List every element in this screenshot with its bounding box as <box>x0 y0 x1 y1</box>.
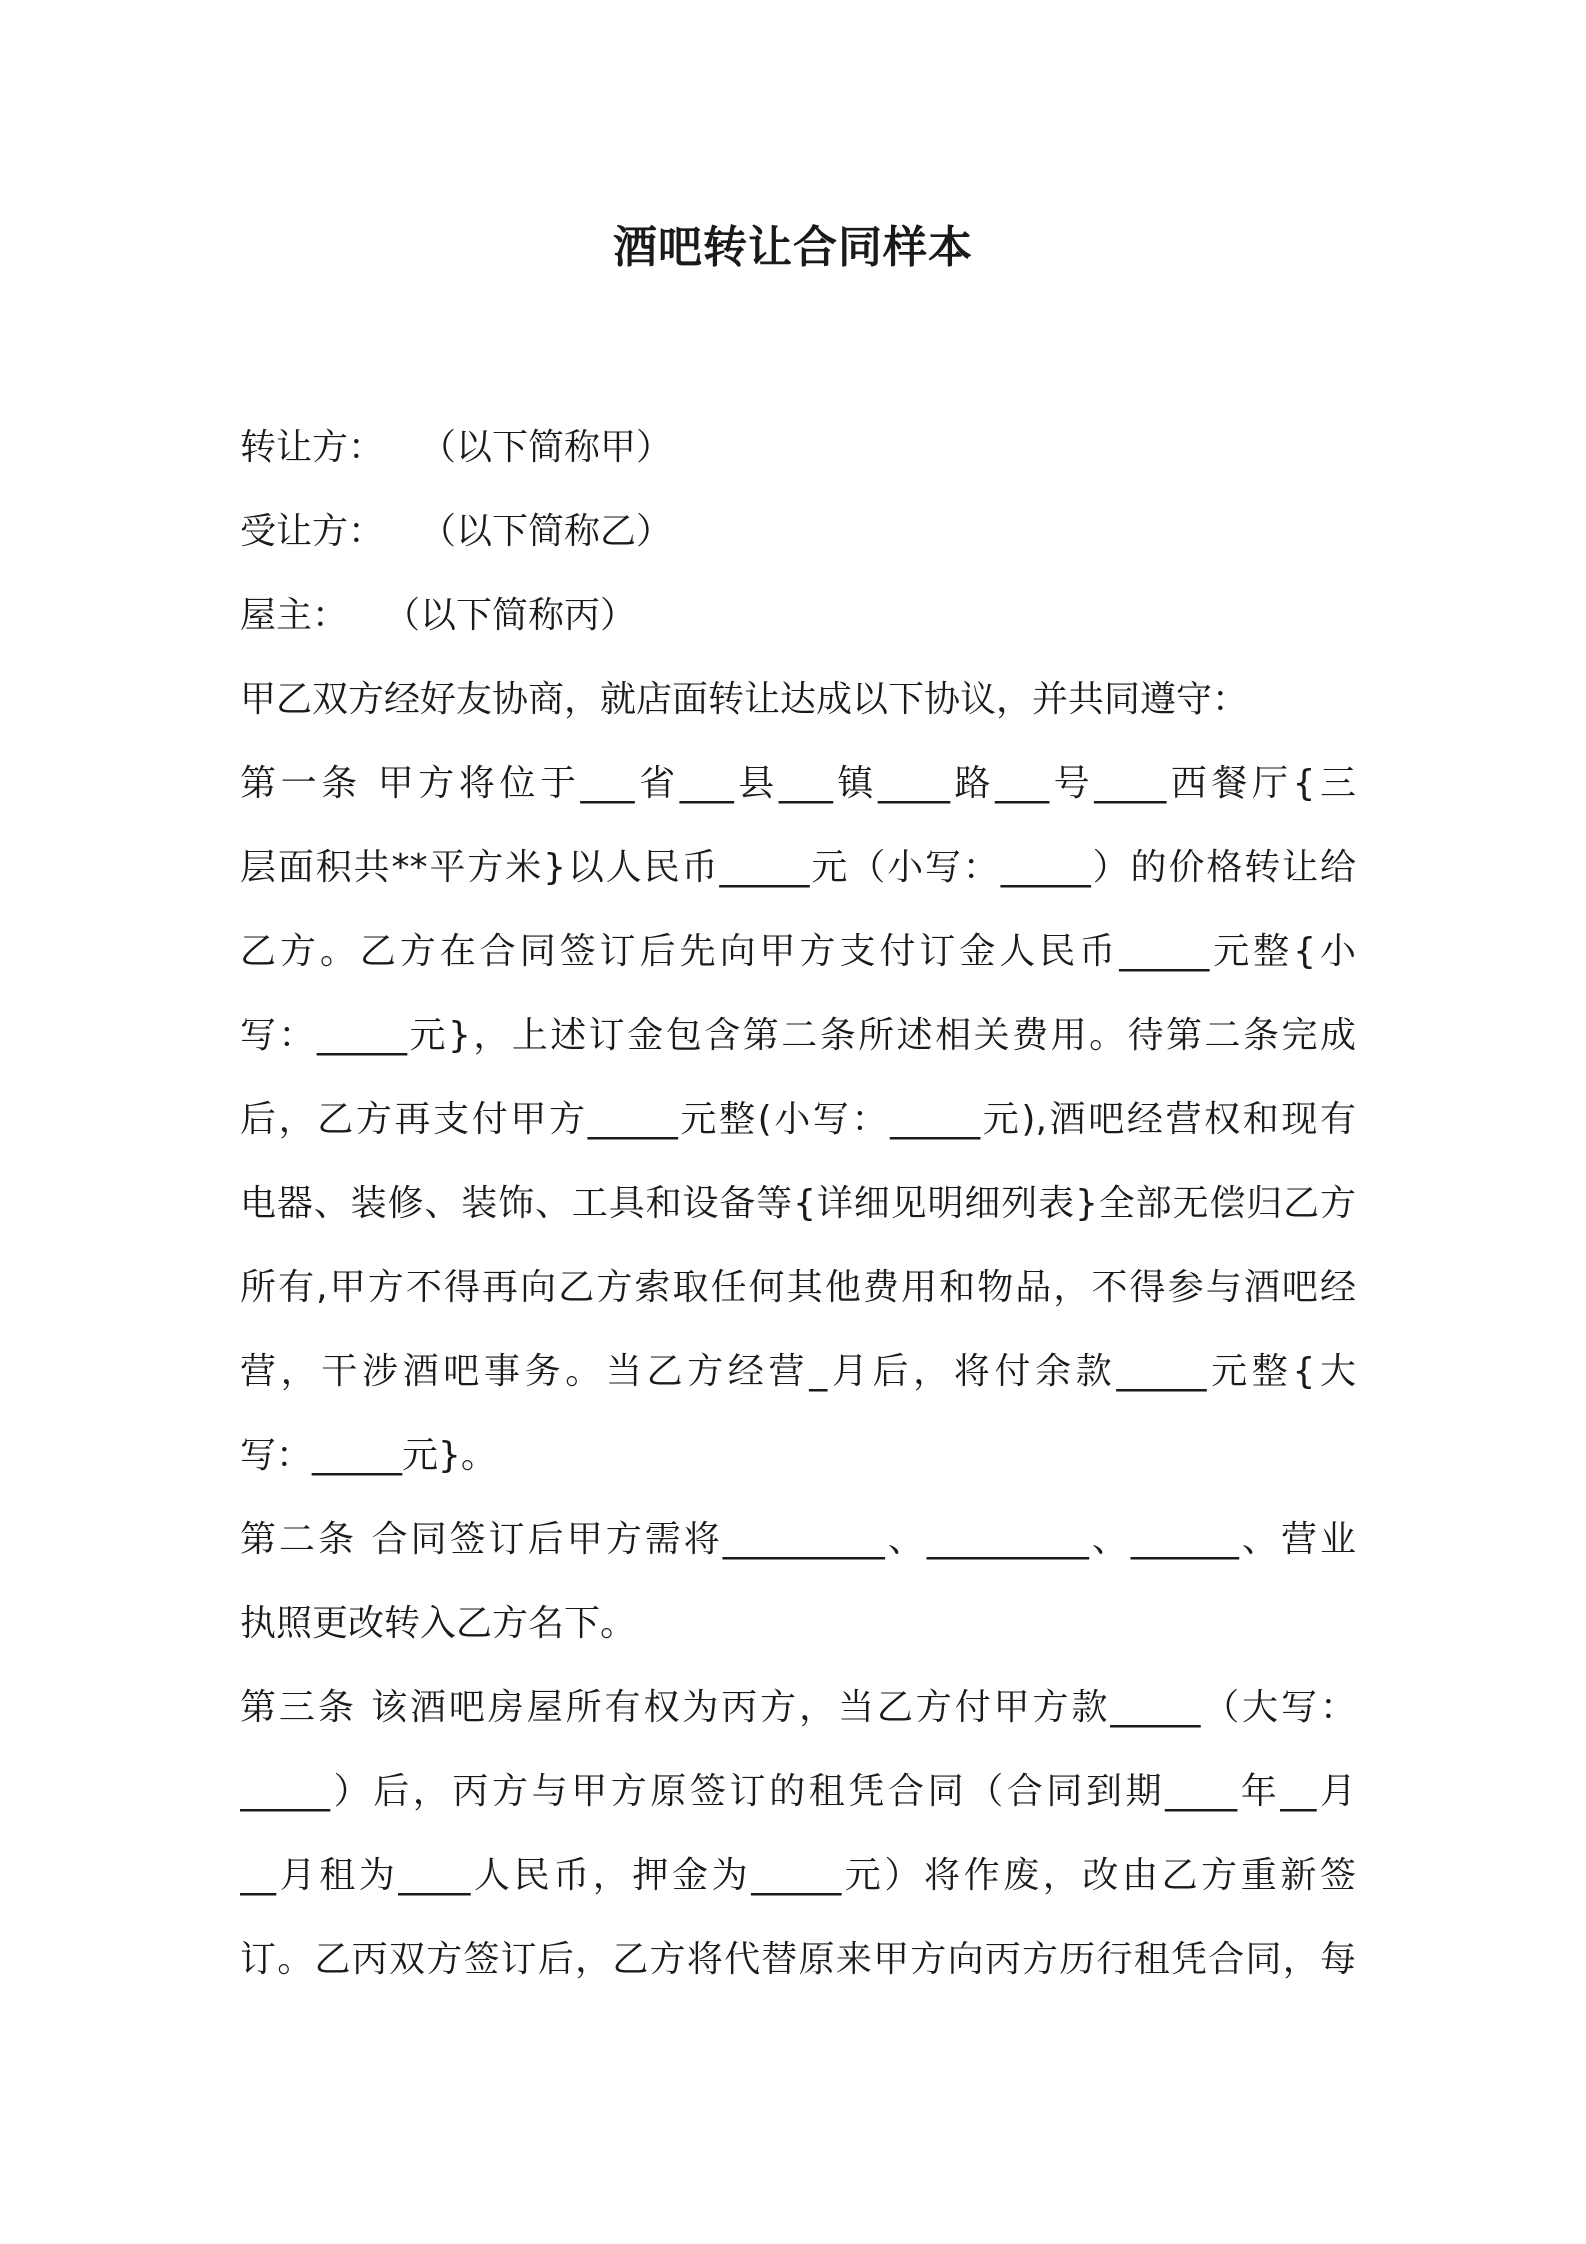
article-1-line: 营，干涉酒吧事务。当乙方经营_月后，将付余款_____元整{大 <box>240 1351 1356 1392</box>
article-1-line: 写：_____元}。 <box>240 1435 497 1476</box>
intro-paragraph: 甲乙双方经好友协商，就店面转让达成以下协议，并共同遵守： <box>240 679 1249 720</box>
article-2-line: 执照更改转入乙方名下。 <box>240 1603 637 1644</box>
document-title: 酒吧转让合同样本 <box>613 222 973 273</box>
party-transferee <box>240 490 1356 574</box>
landlord-label: 屋主： <box>240 595 349 636</box>
article-1-line: 电器、装修、装饰、工具和设备等{详细见明细列表}全部无偿归乙方 <box>240 1183 1356 1224</box>
article-1-line: 所有,甲方不得再向乙方索取任何其他费用和物品，不得参与酒吧经 <box>240 1267 1356 1308</box>
landlord-note: （以下简称丙） <box>384 595 637 636</box>
article-1-line: 第一条 甲方将位于___省___县___镇____路___号____西餐厅{三 <box>240 763 1356 804</box>
article-2-line: 第二条 合同签订后甲方需将_________、_________、______、营业 <box>240 1519 1356 1560</box>
party-landlord <box>240 574 1356 658</box>
document-body <box>240 406 1356 2002</box>
article-3-line: 第三条 该酒吧房屋所有权为丙方，当乙方付甲方款_____（大写： <box>240 1687 1356 1728</box>
transferee-label: 受让方： <box>240 511 385 552</box>
article-1-line: 乙方。乙方在合同签订后先向甲方支付订金人民币_____元整{小 <box>240 931 1356 972</box>
article-1-line: 后，乙方再支付甲方_____元整(小写：_____元),酒吧经营权和现有 <box>240 1099 1356 1140</box>
transferee-note: （以下简称乙） <box>420 511 673 552</box>
article-1-line: 层面积共**平方米}以人民币_____元（小写：_____）的价格转让给 <box>240 847 1356 888</box>
article-3-line: _____）后，丙方与甲方原签订的租凭合同（合同到期____年__月 <box>240 1771 1356 1812</box>
article-3-line: __月租为____人民币，押金为_____元）将作废，改由乙方重新签 <box>240 1855 1356 1896</box>
transferor-label: 转让方： <box>240 427 385 468</box>
party-transferor <box>240 406 1356 490</box>
article-1-line: 写：_____元}，上述订金包含第二条所述相关费用。待第二条完成 <box>240 1015 1356 1056</box>
article-3-line: 订。乙丙双方签订后，乙方将代替原来甲方向丙方历行租凭合同，每 <box>240 1939 1356 1980</box>
transferor-note: （以下简称甲） <box>420 427 673 468</box>
